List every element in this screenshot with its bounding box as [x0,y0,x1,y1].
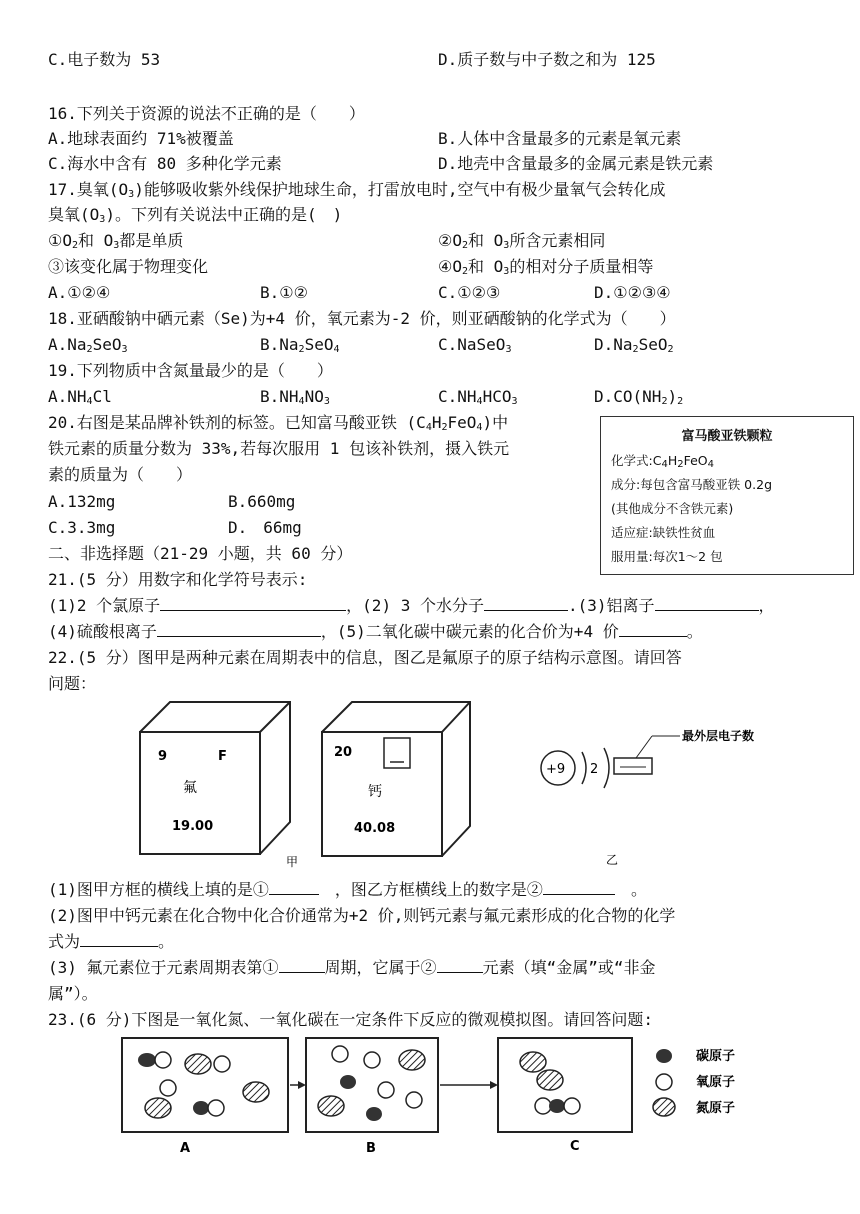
q22-sub2-line1: (2)图甲中钙元素在化合物中化合价通常为+2 价,则钙元素与氟元素形成的化合物的化学 [48,906,676,925]
q16-stem: 16.下列关于资源的说法不正确的是（ ） [48,104,365,123]
q22-sub3-line2: 属”）。 [48,984,98,1003]
fluorine-atomic-mass: 19.00 [172,819,214,834]
q16-option-d: D.地壳中含量最多的金属元素是铁元素 [438,154,714,173]
q17-option-a: A.①②④ [48,283,111,302]
answer-blank[interactable] [437,958,483,973]
calcium-atomic-number: 20 [334,745,353,760]
q18-option-d: $D.Na_2SeO_2$ [594,335,674,355]
q17-stem-line2: 臭氧$(O_3)$。下列有关说法中正确的是( ) [48,205,343,225]
q23-stem: 23.(6 分)下图是一氧化氮、一氧化碳在一定条件下反应的微观模拟图。请回答问题: [48,1010,654,1029]
fluorine-cell [140,702,290,854]
label-composition: 成分:每包含富马酸亚铁 0.2g [611,477,772,492]
q18-option-a: $A.Na_2SeO_3$ [48,335,128,355]
answer-blank[interactable] [80,932,158,947]
q21-stem: 21.(5 分）用数字和化学符号表示: [48,570,308,589]
caption-yi: 乙 [606,853,619,867]
legend-nitrogen: 氮原子 [696,1101,736,1116]
answer-blank[interactable] [269,880,319,895]
q19-stem: 19.下列物质中含氮量最少的是（ ） [48,361,333,380]
q22-sub3-line1: (3) 氟元素位于元素周期表第① 周期，它属于② 元素（填“金属”或“非金 [48,958,656,977]
q17-option-d: D.①②③④ [594,283,671,302]
q21-line2: (4)硫酸根离子 ，(5)二氧化碳中碳元素的化合价为+4 价 。 [48,622,703,641]
q21-line1: (1)2 个氯原子 ，(2) 3 个水分子 .(3)铝离子 ， [48,596,775,615]
fluorine-atom-diagram [541,728,754,788]
fluorine-name: 氟 [183,780,197,796]
q16-option-c: C.海水中含有 80 多种化学元素 [48,154,282,173]
q22-figure [0,694,860,874]
q18-option-b: $B.Na_2SeO_4$ [260,335,340,355]
label-composition-note: (其他成分不含铁元素) [611,501,734,516]
q17-statement-3: ③该变化属于物理变化 [48,257,209,276]
q23-reaction-figure [0,1030,860,1160]
q18-stem: 18.亚硒酸钠中硒元素（Se)为+4 价，氧元素为-2 价，则亚硒酸钠的化学式为（ ） [48,309,676,328]
calcium-atomic-mass: 40.08 [354,821,396,836]
q19-option-d: $D.CO(NH_2)_2$ [594,387,684,407]
q19-option-b: $B.NH_4NO_3$ [260,387,330,407]
q20-option-c: C.3.3mg [48,518,116,537]
label-b: B [366,1141,376,1156]
outer-electron-blank-box[interactable] [614,758,652,774]
label-title: 富马酸亚铁颗粒 [681,429,773,444]
fluorine-atomic-number: 9 [158,749,168,764]
label-c: C [570,1139,580,1154]
q19-option-a: $A.NH_4Cl$ [48,387,112,407]
caption-jia: 甲 [286,855,299,869]
q22-sub2-line2: 式为 。 [48,932,175,951]
q15-option-d: D.质子数与中子数之和为 125 [438,50,656,69]
answer-blank[interactable] [655,596,759,611]
q20-stem-line3: 素的质量为（ ） [48,465,193,484]
q16-option-b: B.人体中含量最多的元素是氧元素 [438,129,682,148]
label-indication: 适应症:缺铁性贫血 [611,525,716,540]
symbol-blank-box[interactable] [384,738,410,768]
q22-stem-line1: 22.(5 分）图甲是两种元素在周期表中的信息，图乙是氟原子的原子结构示意图。请回答 [48,648,682,667]
iron-supplement-label [600,416,854,575]
reaction-box-c [498,1038,632,1132]
q22-stem-line2: 问题： [48,674,97,693]
legend-oxygen: 氧原子 [696,1075,736,1090]
first-shell-electrons: 2 [590,762,599,777]
q17-statement-2: $②O_2$和 $O_3$所含元素相同 [438,231,606,251]
reaction-box-b [306,1038,438,1132]
answer-blank[interactable] [619,622,687,637]
outer-shell-label: 最外层电子数 [682,729,755,743]
q20-stem-line2: 铁元素的质量分数为 33%,若每次服用 1 包该补铁剂，摄入铁元 [48,439,510,458]
q17-option-b: B.①② [260,283,308,302]
q15-option-c: C.电子数为 53 [48,50,161,69]
q20-option-d: D. 66mg [228,518,302,537]
calcium-cell [322,702,470,856]
answer-blank[interactable] [157,622,321,637]
calcium-name: 钙 [368,784,382,800]
q19-option-c: $C.NH_4HCO_3$ [438,387,518,407]
label-formula: 化学式$:C_4H_2FeO_4$ [611,453,715,470]
q22-sub1: (1)图甲方框的横线上填的是① ，图乙方框横线上的数字是② 。 [48,880,647,899]
answer-blank[interactable] [543,880,615,895]
answer-blank[interactable] [484,596,568,611]
answer-blank[interactable] [160,596,346,611]
fluorine-symbol: F [218,749,227,764]
label-a: A [180,1141,191,1156]
q17-option-c: C.①②③ [438,283,501,302]
nucleus-charge: +9 [546,762,566,777]
q20-option-a: A.132mg [48,492,116,511]
reaction-box-a [122,1038,288,1132]
answer-blank[interactable] [279,958,325,973]
q16-option-a: A.地球表面约 71%被覆盖 [48,129,234,148]
legend-carbon: 碳原子 [696,1049,736,1064]
section-2-heading: 二、非选择题（21-29 小题，共 60 分） [48,544,353,563]
q17-statement-4: $④O_2$和 $O_3$的相对分子质量相等 [438,257,654,277]
q18-option-c: C.NaSeO$_3$ [438,335,512,355]
q17-stem-line1: 17.臭氧$(O_3)$能够吸收紫外线保护地球生命，打雷放电时,空气中有极少量氧气会转化成 [48,180,666,200]
label-dosage: 服用量:每次1～2 包 [611,549,723,564]
atom-legend [653,1048,735,1116]
q17-statement-1: $①O_2$和 $O_3$都是单质 [48,231,184,251]
q20-stem-line1: 20.右图是某品牌补铁剂的标签。已知富马酸亚铁 $(C_4H_2FeO_4)$中 [48,413,509,433]
q20-option-b: B.660mg [228,492,296,511]
